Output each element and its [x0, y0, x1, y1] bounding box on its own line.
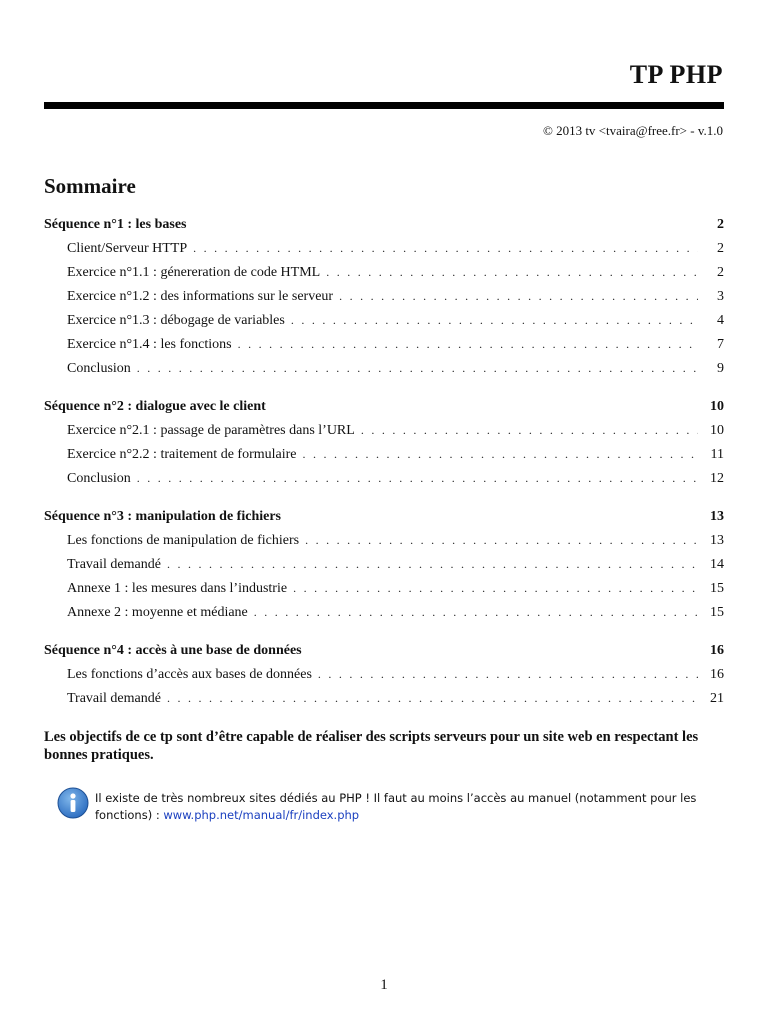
dot-leader [305, 533, 698, 548]
toc-entry[interactable] [44, 605, 724, 629]
dot-leader [303, 447, 699, 462]
dot-leader [167, 691, 698, 706]
toc-entry-title: Exercice n°2.1 : passage de paramètres dans l’URL [67, 423, 355, 438]
toc-entry[interactable] [44, 691, 724, 715]
toc-entry-page: 2 [717, 265, 724, 280]
dot-leader [291, 313, 698, 328]
toc-entry-page: 13 [710, 533, 724, 548]
toc-section-page: 2 [717, 217, 724, 232]
info-text [95, 787, 717, 824]
toc-entry-title: Exercice n°1.2 : des informations sur le serveur [67, 289, 334, 304]
dot-leader [339, 289, 698, 304]
toc-section-row[interactable] [44, 399, 724, 423]
info-note [57, 787, 717, 824]
php-manual-link[interactable]: www.php.net/manual/fr/index.php [163, 808, 360, 822]
toc-entry[interactable] [44, 423, 724, 447]
toc-entry[interactable] [44, 533, 724, 557]
toc-section-row[interactable] [44, 217, 724, 241]
toc-entry[interactable] [44, 241, 724, 265]
toc-entry[interactable] [44, 581, 724, 605]
dot-leader [137, 471, 698, 486]
toc-section [44, 217, 724, 385]
toc-entry-page: 10 [710, 423, 724, 438]
toc-entry-page: 7 [717, 337, 724, 352]
toc-heading: Sommaire [44, 174, 136, 198]
toc-entry-title: Exercice n°1.1 : génereration de code HTML [67, 265, 321, 280]
dot-leader [137, 361, 698, 376]
toc-entry-page: 9 [717, 361, 724, 376]
toc-section-page: 13 [710, 509, 724, 524]
toc-entry-page: 15 [710, 581, 724, 596]
dot-leader [326, 265, 698, 280]
toc-entry[interactable] [44, 289, 724, 313]
dot-leader [318, 667, 698, 682]
dot-leader [293, 581, 698, 596]
dot-leader [238, 337, 698, 352]
toc-entry[interactable] [44, 337, 724, 361]
toc-entry-title: Exercice n°1.3 : débogage de variables [67, 313, 285, 328]
toc-entry-page: 16 [710, 667, 724, 682]
toc-entry-title: Les fonctions de manipulation de fichiers [67, 533, 300, 548]
toc-section-row[interactable] [44, 643, 724, 667]
toc-entry-page: 12 [710, 471, 724, 486]
copyright-line: © 2013 tv <tvaira@free.fr> - v.1.0 [542, 123, 723, 138]
toc-entry[interactable] [44, 265, 724, 289]
toc-entry-page: 11 [710, 447, 724, 462]
toc-entry-title: Conclusion [67, 361, 131, 376]
toc-entry[interactable] [44, 667, 724, 691]
toc-entry-page: 2 [717, 241, 724, 256]
toc-section-title: Séquence n°3 : manipulation de fichiers [44, 509, 282, 524]
toc-section-title: Séquence n°2 : dialogue avec le client [44, 399, 266, 414]
toc-entry[interactable] [44, 361, 724, 385]
toc-entry-title: Exercice n°2.2 : traitement de formulaire [67, 447, 297, 462]
toc-section-title: Séquence n°4 : accès à une base de données [44, 643, 302, 658]
toc-entry-title: Annexe 1 : les mesures dans l’industrie [67, 581, 288, 596]
table-of-contents [44, 217, 724, 729]
toc-entry-page: 15 [710, 605, 724, 620]
toc-entry-title: Travail demandé [67, 691, 161, 706]
toc-entry-page: 21 [710, 691, 724, 706]
title-rule [44, 102, 724, 109]
info-icon [57, 787, 89, 819]
toc-entry[interactable] [44, 557, 724, 581]
dot-leader [167, 557, 698, 572]
toc-entry-page: 4 [717, 313, 724, 328]
toc-entry-page: 14 [710, 557, 724, 572]
toc-section-row[interactable] [44, 509, 724, 533]
toc-section [44, 509, 724, 629]
page-number: 1 [380, 977, 388, 993]
toc-entry-page: 3 [717, 289, 724, 304]
toc-section [44, 643, 724, 715]
toc-section [44, 399, 724, 495]
toc-entry[interactable] [44, 313, 724, 337]
toc-section-page: 16 [710, 643, 724, 658]
toc-entry-title: Conclusion [67, 471, 131, 486]
dot-leader [254, 605, 698, 620]
dot-leader [361, 423, 698, 438]
toc-entry-title: Travail demandé [67, 557, 161, 572]
toc-entry-title: Annexe 2 : moyenne et médiane [67, 605, 248, 620]
toc-entry-title: Les fonctions d’accès aux bases de données [67, 667, 312, 682]
toc-entry-title: Client/Serveur HTTP [67, 241, 188, 256]
toc-entry-title: Exercice n°1.4 : les fonctions [67, 337, 232, 352]
toc-section-title: Séquence n°1 : les bases [44, 217, 187, 232]
toc-section-page: 10 [710, 399, 724, 414]
toc-entry[interactable] [44, 447, 724, 471]
info-text-body: Il existe de très nombreux sites dédiés au PHP ! Il faut au moins l’accès au manuel (notamment pour les fonctions) : [95, 791, 697, 822]
objectives-paragraph: Les objectifs de ce tp sont d’être capable de réaliser des scripts serveurs pour un site web en respectant les bonnes pratiques. [44, 729, 699, 763]
page-title: TP PHP [629, 60, 723, 89]
dot-leader [193, 241, 698, 256]
toc-entry[interactable] [44, 471, 724, 495]
